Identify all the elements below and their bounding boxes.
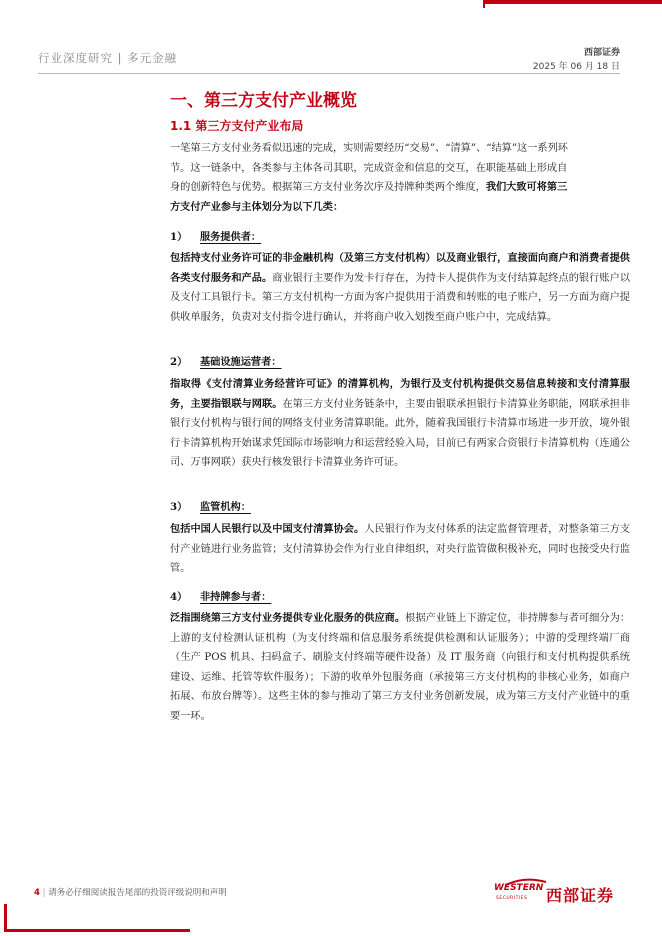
item-number: 1） xyxy=(170,231,188,243)
header-divider xyxy=(38,73,620,74)
intro-line-3: 身的创新特色与优势。根据第三方支付业务次序及持牌种类两个维度， xyxy=(170,182,486,194)
top-accent-tick xyxy=(483,0,485,8)
header-date: 2025 年 06 月 18 日 xyxy=(532,62,620,72)
item-bold-text: 包括中国人民银行以及中国支付清算协会。 xyxy=(170,523,365,535)
item-paragraph-2 xyxy=(170,375,630,473)
intro-line-2: 节。这一链条中，各类参与主体各司其职，完成资金和信息的交互，在职能基础上形成自 xyxy=(170,162,568,174)
intro-paragraph xyxy=(170,139,630,217)
item-heading-3 xyxy=(170,498,251,513)
item-bold-text: 指取得《支付清算业务经营许可证》的清算机构，为银行及支付机构提供交易信息转接和支付清算服务，主要指银联与网联。 xyxy=(170,378,630,410)
item-body-text: 商业银行主要作为发卡行存在，为持卡人提供作为支付结算起终点的银行账户以及支付工具银行卡。第三方支付机构一方面为客户提供用于消费和转账的电子账户，另一方面为商户提供收单服务，负责对支付指令进行确认，并将商户收入划拨至商户账户中，完成结算。 xyxy=(170,272,631,323)
item-bold-text: 泛指围绕第三方支付业务提供专业化服务的供应商。 xyxy=(170,612,406,624)
item-heading-1 xyxy=(170,228,261,243)
logo-chinese: 西部证券 xyxy=(546,886,615,905)
header-company: 西部证券 xyxy=(583,48,620,58)
footer-accent-horizontal xyxy=(4,929,190,932)
logo-english: WESTERN xyxy=(494,883,544,893)
footer-disclaimer: 4 | 请务必仔细阅读报告尾部的投资评级说明和声明 xyxy=(34,888,227,898)
intro-line-1: 一笔第三方支付业务看似迅速的完成，实则需要经历“交易”、“清算”、“结算”这一系列环 xyxy=(170,143,568,154)
item-body-text: 人民银行作为支付体系的法定监督管理者，对整条第三方支付产业链进行业务监管；支付清算协会作为行业自律组织，对央行监管做积极补充，同时也接受央行监管。 xyxy=(170,524,631,575)
item-bold-text: 包括持支付业务许可证的非金融机构（及第三方支付机构）以及商业银行，直接面向商户和消费者提供各类支付服务和产品。 xyxy=(170,252,630,284)
item-body-text: 根据产业链上下游定位，非持牌参与者可细分为：上游的支付检测认证机构（为支付终端和信息服务系统提供检测和认证服务）；中游的受理终端厂商（生产 POS 机具、扫码盒子、刷脸支付终端等硬件设备）及 IT 服务商（向银行和支付机构提供系统建设、运维、托管等软件服务）；下游的收单外包服务商（承接第三方支付机构的非核心业务，如商户拓展、布放台牌等）。这些主体的参与推动了第三方支付业务创新发展，成为第三方支付产业链中的重要一环。 xyxy=(170,613,631,722)
item-heading-4 xyxy=(170,588,271,603)
item-number: 2） xyxy=(170,356,188,368)
western-securities-logo xyxy=(494,880,624,916)
item-label: 监管机构： xyxy=(200,501,251,513)
item-number: 4） xyxy=(170,591,188,603)
item-heading-2 xyxy=(170,353,282,368)
intro-bold-tail: 我们大致可将第三 xyxy=(485,181,568,194)
logo-english-sub: SECURITIES xyxy=(496,896,528,901)
page-number: 4 xyxy=(34,888,40,898)
item-number: 3） xyxy=(170,501,188,513)
top-accent-bar xyxy=(483,0,662,4)
section-title: 一、第三方支付产业概览 xyxy=(170,91,357,111)
item-paragraph-1 xyxy=(170,249,630,327)
subsection-title: 1.1 第三方支付产业布局 xyxy=(170,119,304,133)
item-body-text: 在第三方支付业务链条中，主要由银联承担银行卡清算业务职能，网联承担非银行支付机构与银行间的网络支付业务清算职能。此外，随着我国银行卡清算市场进一步开放，境外银行卡清算机构开始谋求凭国际市场影响力和运营经验入局，目前已有两家合资银行卡清算机构（连通公司、万事网联）获央行核发银行卡清算业务许可证。 xyxy=(170,398,630,469)
item-paragraph-4 xyxy=(170,609,630,727)
item-label: 服务提供者： xyxy=(200,231,262,243)
item-label: 非持牌参与者： xyxy=(200,591,272,603)
item-paragraph-3 xyxy=(170,520,630,579)
intro-bold-last: 方支付产业参与主体划分为以下几类： xyxy=(170,200,344,213)
item-label: 基础设施运营者： xyxy=(200,356,282,368)
report-category: 行业深度研究 | 多元金融 xyxy=(38,51,178,65)
footer-accent-vertical xyxy=(4,904,7,932)
disclaimer-text: 请务必仔细阅读报告尾部的投资评级说明和声明 xyxy=(48,888,227,898)
